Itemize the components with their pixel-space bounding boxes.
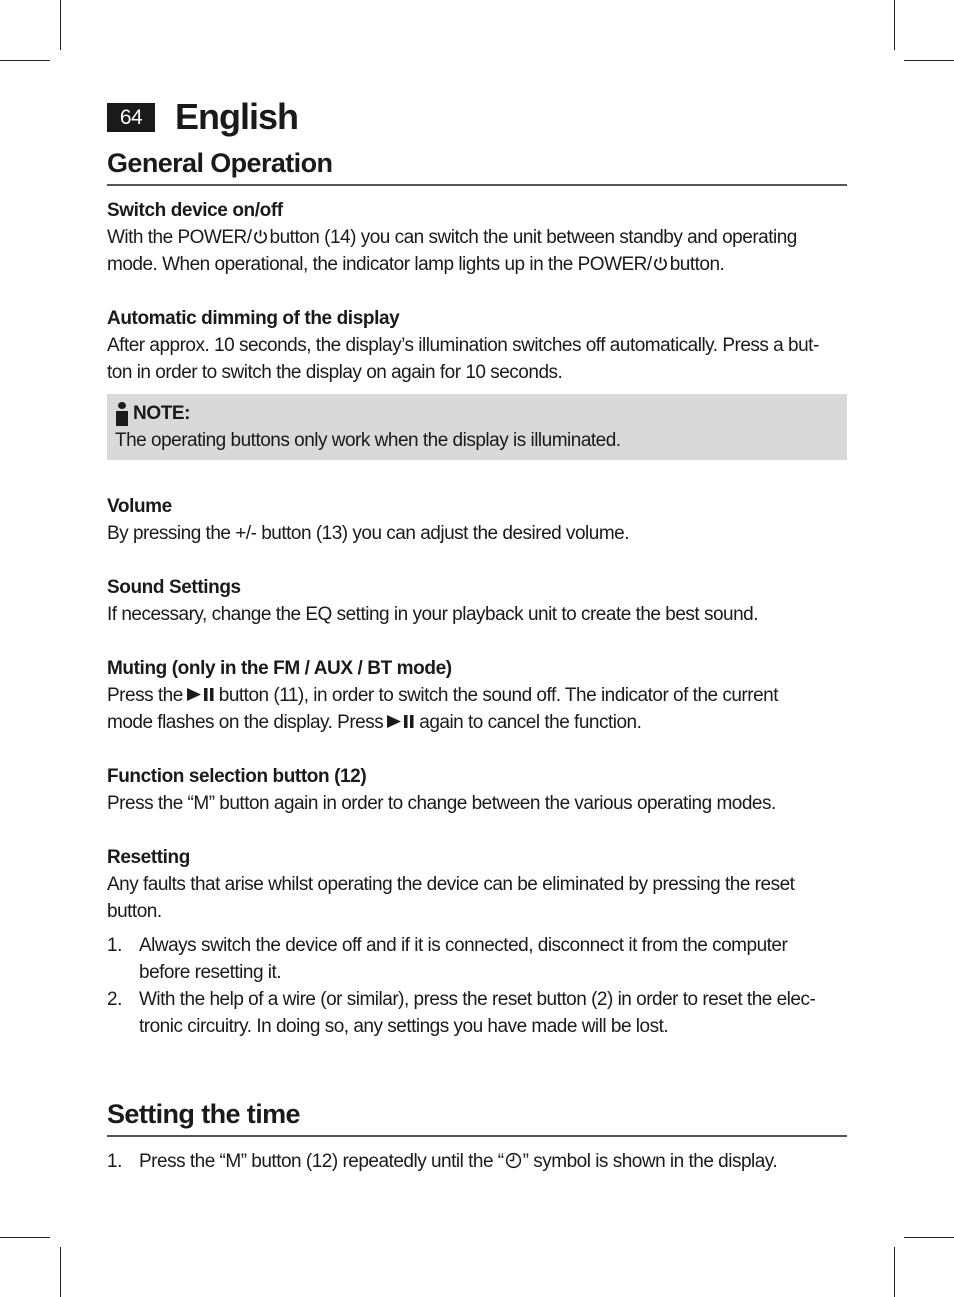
paragraph-line: Press the “M” button again in order to change between the various operating modes. <box>107 793 776 814</box>
play-pause-icon <box>386 714 416 729</box>
paragraph-line: By pressing the +/- button (13) you can adjust the desired volume. <box>107 523 630 544</box>
section-dimming <box>107 305 842 386</box>
section-muting <box>107 655 842 736</box>
section-title-general-operation: General Operation <box>107 148 333 178</box>
paragraph-line: mode. When operational, the indicator lamp lights up in the POWER/ button. <box>107 254 725 275</box>
paragraph-line: If necessary, change the EQ setting in your playback unit to create the best sound. <box>107 604 758 625</box>
heading-muting: Muting (only in the FM / AUX / BT mode) <box>107 658 452 679</box>
list-item: 2. With the help of a wire (or similar), press the reset button (2) in order to reset the elec- tronic circuitry. In doing so, any settings you have made will be lost. <box>107 989 816 1037</box>
clock-icon <box>505 1152 522 1169</box>
crop-mark <box>894 0 895 50</box>
heading-function: Function selection button (12) <box>107 766 367 787</box>
title-rule <box>107 1135 847 1137</box>
heading-resetting: Resetting <box>107 847 190 868</box>
paragraph-line: Press the button (11), in order to switch the sound off. The indicator of the current <box>107 685 778 706</box>
title-rule <box>107 184 847 186</box>
time-steps <box>107 1148 842 1175</box>
paragraph-line: mode flashes on the display. Press again to cancel the function. <box>107 712 642 733</box>
note-label: NOTE: <box>115 400 839 427</box>
paragraph-line: With the POWER/ button (14) you can switch the unit between standby and operating <box>107 227 797 248</box>
general-operation-content <box>107 197 842 1040</box>
crop-mark <box>904 1237 954 1238</box>
heading-volume: Volume <box>107 496 172 517</box>
paragraph-line: After approx. 10 seconds, the display’s illumination switches off automatically. Press a but- <box>107 335 819 356</box>
section-title-setting-time: Setting the time <box>107 1099 300 1129</box>
power-icon <box>253 229 268 244</box>
section-switch <box>107 197 842 278</box>
list-item: 1. Always switch the device off and if it is connected, disconnect it from the computer before resetting it. <box>107 935 788 983</box>
section-resetting <box>107 844 842 1040</box>
list-item: 1. Press the “M” button (12) repeatedly until the “ ” symbol is shown in the display. <box>107 1151 778 1172</box>
page-number: 64 <box>107 103 155 132</box>
note-box <box>107 394 847 460</box>
section-volume <box>107 493 842 547</box>
heading-dimming: Automatic dimming of the display <box>107 308 400 329</box>
paragraph-line: Any faults that arise whilst operating the device can be eliminated by pressing the reset <box>107 874 795 895</box>
crop-mark <box>60 0 61 50</box>
language-title: English <box>175 96 299 137</box>
crop-mark <box>60 1247 61 1297</box>
crop-mark <box>904 60 954 61</box>
play-pause-icon <box>186 687 216 702</box>
power-icon <box>653 256 668 271</box>
paragraph-line: ton in order to switch the display on again for 10 seconds. <box>107 362 563 383</box>
info-icon <box>115 402 129 426</box>
paragraph-line: button. <box>107 901 162 922</box>
setting-time-content <box>107 1148 842 1175</box>
crop-mark <box>0 1237 50 1238</box>
section-sound <box>107 574 842 628</box>
section-function <box>107 763 842 817</box>
heading-sound: Sound Settings <box>107 577 241 598</box>
reset-steps <box>107 932 842 1040</box>
crop-mark <box>0 60 50 61</box>
heading-switch: Switch device on/off <box>107 200 283 221</box>
note-text: The operating buttons only work when the display is illuminated. <box>115 430 621 451</box>
crop-mark <box>894 1247 895 1297</box>
